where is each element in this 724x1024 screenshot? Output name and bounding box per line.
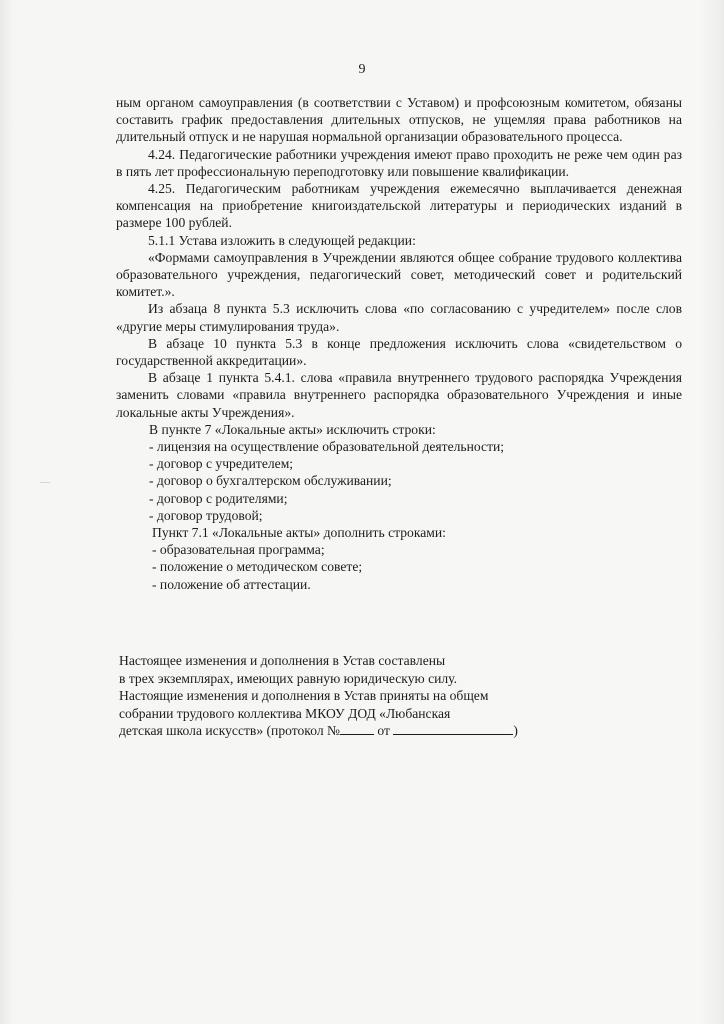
list-item: - договор о бухгалтерском обслуживании; [149,473,392,489]
document-body [116,94,682,593]
paragraph-quote: «Формами самоуправления в Учреждении являются общее собрание трудового коллектива образовательного учреждения, педагогический совет, методический совет и родительский комитет.». [116,249,682,300]
closing-line: собрании трудового коллектива МКОУ ДОД «Любанская [119,705,451,721]
closing-line: в трех экземплярах, имеющих равную юридическую силу. [119,670,457,686]
closing-line: Настоящее изменения и дополнения в Устав составлены [119,653,446,668]
protocol-suffix: ) [513,723,518,739]
paragraph-abzac-1: В абзаце 1 пункта 5.4.1. слова «правила внутреннего трудового распорядка Учреждения заменить словами «правила внутреннего распорядка образовательного Учреждения и иные локальные акты Учреждения». [116,370,682,420]
closing-line-protocol [119,722,589,740]
list-item: - положение о методическом совете; [152,559,363,575]
paragraph-5-1-1: 5.1.1 Устава изложить в следующей редакции: [148,232,416,248]
closing-statement [119,652,589,740]
protocol-prefix: детская школа искусств» (протокол № [119,723,340,739]
paragraph-4-25: 4.25. Педагогическим работникам учреждения ежемесячно выплачивается денежная компенсация на приобретение книгоиздательской литературы и периодических изданий в размере 100 рублей. [116,181,682,231]
list-heading-7: В пункте 7 «Локальные акты» исключить строки: [149,421,436,437]
list-heading-7-1: Пункт 7.1 «Локальные акты» дополнить строками: [152,525,446,541]
paragraph-continuation: ным органом самоуправления (в соответствии с Уставом) и профсоюзным комитетом, обязаны составить график предоставления длительных отпусков, не ущемляя права работников на длительный отпуск и не нарушая нормальной организации образовательного процесса. [116,95,682,145]
list-item: - договор с учредителем; [149,456,294,472]
list-item: - лицензия на осуществление образовательной деятельности; [149,439,505,455]
page-number: 9 [358,62,366,77]
list-item: - образовательная программа; [152,542,325,558]
paragraph-abzac-10: В абзаце 10 пункта 5.3 в конце предложения исключить слова «свидетельством о государственной аккредитации». [116,335,682,369]
list-item: - положение об аттестации. [152,576,311,592]
protocol-number-blank [340,722,374,735]
closing-line: Настоящие изменения и дополнения в Устав приняты на общем [119,688,489,704]
list-item: - договор трудовой; [149,507,263,523]
paragraph-4-24: 4.24. Педагогические работники учреждения имеют право проходить не реже чем один раз в пять лет профессиональную переподготовку или повышение квалификации. [116,146,682,179]
list-item: - договор с родителями; [149,490,288,506]
protocol-date-blank [393,722,513,735]
scan-mark [40,482,50,483]
paragraph-abzac-8: Из абзаца 8 пункта 5.3 исключить слова «по согласованию с учредителем» после слов «другие меры стимулирования труда». [116,301,682,334]
protocol-middle: от [373,723,394,739]
